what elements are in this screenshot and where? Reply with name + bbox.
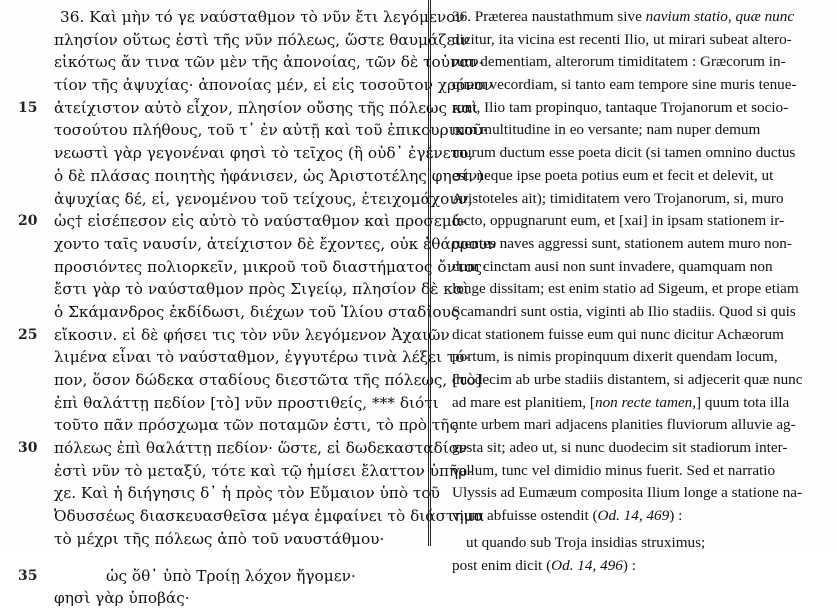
latin-line-tail: ) : [669, 507, 683, 525]
greek-text-line [0, 392, 439, 415]
greek-text-line [0, 505, 484, 528]
greek-line-text: προσιόντες πολιορκεῖν, μικροῦ τοῦ διαστήματος ὄντος· [54, 257, 487, 276]
greek-text-line [0, 188, 473, 211]
latin-text-line [434, 460, 836, 483]
latin-line-tail: ) : [622, 556, 636, 574]
italic-phrase: non recte tamen, [594, 393, 697, 411]
greek-line-text: εἰκότως ἄν τινα τῶν μὲν τῆς ἀπονοίας, τῶν δὲ τοὐναν- [54, 53, 485, 72]
greek-text-line [0, 414, 459, 437]
greek-line-text: ἐστὶ νῦν τὸ μεταξύ, τότε καὶ τῷ ἡμίσει ἔλαττον ὑπῆρ- [54, 461, 473, 480]
latin-text-line [434, 278, 836, 301]
greek-line-text: νεωστὶ γὰρ γεγονέναι φησὶ τὸ τεῖχος (ἢ οὐδ᾽ ἐγένετο, [54, 144, 474, 163]
latin-line-tail: ] quum tota illa [696, 393, 790, 411]
greek-text-line [0, 51, 485, 74]
greek-text-line [0, 587, 424, 610]
line-number: 20 [18, 213, 38, 230]
greek-text-line [0, 437, 468, 460]
greek-text-line [0, 565, 424, 588]
greek-line-text: ὡς† εἰσέπεσον εἰς αὐτὸ τὸ ναύσταθμον καὶ προσεμά- [54, 212, 468, 231]
greek-line-text: ἀτείχιστον αὐτὸ εἶχον, πλησίον οὔσης τῆς πόλεως καὶ [54, 98, 478, 117]
greek-line-text: εἴκοσιν. εἰ δὲ φήσει τις τὸν νῦν λεγόμενον Ἀχαιῶν [54, 325, 450, 344]
greek-text-line [0, 74, 494, 97]
greek-line-text: τοσούτου πλήθους, τοῦ τ᾽ ἐν αὐτῇ καὶ τοῦ ἐπικουρικοῦ· [54, 121, 488, 140]
latin-line-text: facto, oppugnarunt eum, et [xai] in ipsam stationem ir- [452, 212, 785, 230]
latin-text-line [434, 51, 836, 74]
latin-line-text: Ulyssis ad Eumæum composita Ilium longe a statione na- [452, 484, 803, 502]
greek-text-line [0, 6, 465, 29]
greek-text-column [0, 6, 497, 610]
latin-verse-text: post enim dicit ( [452, 556, 552, 574]
latin-text-line [434, 505, 836, 528]
latin-line-text: portum, is nimis propinquum dixerit quendam locum, [452, 348, 778, 366]
latin-line-text: murum ductum esse poeta dicit (si tamen omnino ductus [452, 144, 796, 162]
line-number: 30 [18, 440, 38, 457]
latin-text-line [434, 188, 836, 211]
latin-line-text: est, neque ipse poeta potius eum et fecit et delevit, ut [452, 166, 774, 184]
greek-line-text: τοῦτο πᾶν πρόσχωμα τῶν ποταμῶν ἐστι, τὸ πρὸ τῆς [54, 416, 459, 435]
greek-line-text: χοντο ταῖς ναυσίν, ἀτείχιστον δὲ ἔχοντες, οὐκ ἐθάρρουν [54, 234, 497, 253]
latin-verse-text: ut quando sub Troja insidias struximus; [466, 533, 706, 551]
greek-line-text: πλησίον οὕτως ἐστὶ τῆς νῦν πόλεως, ὥστε θαυμάζειν [54, 30, 470, 49]
line-number: 15 [18, 99, 38, 116]
greek-text-line [0, 256, 487, 279]
greek-line-text: ἀψυχίας δέ, εἰ, γενομένου τοῦ τείχους, ἐτειχομάχουν, [54, 189, 473, 208]
latin-line-text: vium abfuisse ostendit ( [452, 507, 598, 525]
latin-text-line [434, 301, 836, 324]
greek-line-text: πον, ὅσον δώδεκα σταδίους διεστῶτα τῆς πόλεως, [τὸ] [54, 371, 482, 389]
latin-line-text: duodecim ab urbe stadiis distantem, si adjecerit quæ nunc [452, 371, 803, 388]
latin-text-line [434, 324, 836, 347]
greek-line-text: τὸ μέχρι τῆς πόλεως ἀπὸ τοῦ ναυστάθμου· [54, 529, 385, 548]
latin-text-line [434, 6, 836, 29]
latin-text-line [434, 346, 836, 369]
latin-text-line [434, 29, 836, 52]
latin-line-text: Aristoteles ait); timiditatem vero Trojanorum, si, muro [452, 189, 784, 207]
greek-text-line [0, 528, 424, 551]
latin-line-text: ruentes naves aggressi sunt, stationem autem muro non- [452, 234, 792, 252]
latin-text-line [434, 165, 836, 188]
greek-text-line [0, 29, 470, 52]
latin-text-line [434, 437, 836, 460]
latin-line-text: 36. Præterea naustathmum sive [452, 8, 646, 25]
greek-line-text: φησὶ γὰρ ὑποβάς· [54, 589, 190, 608]
latin-text-line [434, 482, 836, 505]
line-number: 35 [18, 567, 38, 584]
latin-text-line [434, 369, 836, 392]
latin-line-text: ante urbem mari adjacens planities fluviorum alluvie ag- [452, 416, 796, 434]
greek-text-line [0, 346, 470, 369]
latin-text-line [434, 142, 836, 165]
greek-text-line [0, 119, 488, 142]
latin-text-line [434, 256, 836, 279]
latin-verse-line [434, 532, 836, 555]
italic-phrase: navium statio, quæ nunc [645, 8, 795, 25]
greek-line-text: ἐπὶ θαλάττῃ πεδίον [τὸ] νῦν προστιθείς, *** διότι [54, 393, 439, 412]
greek-line-text: χε. Καὶ ἡ διήγησις δ᾽ ἡ πρὸς τὸν Εὔμαιον ὑπὸ τοῦ [54, 484, 440, 503]
latin-line-text: rum multitudine in eo versante; nam nuper demum [452, 121, 761, 139]
greek-line-text: ἔστι γὰρ τὸ ναύσταθμον πρὸς Σιγείῳ, πλησίον δὲ καὶ [54, 280, 470, 299]
latin-line-text: runt, Ilio tam propinquo, tantaque Trojanorum et socio- [452, 98, 789, 116]
latin-text-line [434, 74, 836, 97]
greek-text-line [0, 278, 470, 301]
greek-line-text: τίον τῆς ἀψυχίας· ἀπονοίας μέν, εἰ εἰς τοσοῦτον χρόνον [54, 76, 494, 95]
latin-line-text: dum cinctam ausi non sunt invadere, quamquam non [452, 257, 773, 275]
verse-spacer [0, 551, 424, 565]
latin-text-line [434, 97, 836, 120]
latin-verse-line [434, 555, 836, 578]
greek-line-text: Ὀδυσσέως διασκευασθεῖσα μέγα ἐμφαίνει τὸ διάστημα [54, 507, 484, 526]
greek-text-line [0, 301, 460, 324]
latin-line-text: rum dementiam, alterorum timiditatem : Græcorum in- [452, 53, 786, 71]
latin-text-line [434, 119, 836, 142]
latin-line-text: dicat stationem fuisse eum qui nunc dicitur Achæorum [452, 325, 784, 343]
citation: Od. 14, 469 [597, 507, 670, 525]
latin-line-text: dicitur, ita vicina est recenti Ilio, ut mirari subeat altero- [452, 30, 792, 48]
greek-text-line [0, 369, 482, 392]
greek-text-line [0, 460, 473, 483]
greek-line-text: λιμένα εἶναι τὸ ναύσταθμον, ἐγγυτέρω τινὰ λέξει τό- [54, 348, 470, 367]
latin-text-line [434, 414, 836, 437]
greek-text-line [0, 165, 489, 188]
latin-line-text: gesta sit; adeo ut, si nunc duodecim sit stadiorum inter- [452, 439, 788, 457]
greek-text-line [0, 97, 478, 120]
greek-line-text: ὡς ὅθ᾽ ὑπὸ Τροίῃ λόχον ἤγομεν· [106, 566, 356, 585]
latin-line-text: longe dissitam; est enim statio ad Sigeum, et prope etiam [452, 280, 799, 298]
greek-line-text: ὁ Σκάμανδρος ἐκδίδωσι, διέχων τοῦ Ἰλίου σταδίους [54, 302, 460, 321]
greek-line-text: 36. Καὶ μὴν τό γε ναύσταθμον τὸ νῦν ἔτι λεγόμενον [60, 8, 465, 26]
line-number: 25 [18, 326, 38, 343]
column-divider [428, 0, 431, 546]
greek-text-line [0, 210, 468, 233]
greek-line-text: πόλεως ἐπὶ θαλάττῃ πεδίον· ὥστε, εἰ δωδεκασταδίον [54, 439, 468, 458]
latin-text-line [434, 392, 836, 415]
greek-text-line [0, 324, 450, 347]
greek-text-line [0, 482, 440, 505]
latin-text-line [434, 210, 836, 233]
latin-line-text: Scamandri sunt ostia, viginti ab Ilio stadiis. Quod si quis [452, 302, 796, 320]
latin-line-text: ad mare est planitiem, [ [452, 393, 595, 411]
latin-translation-column [434, 6, 836, 577]
latin-text-line [434, 233, 836, 256]
citation: Od. 14, 496 [551, 556, 623, 574]
greek-text-line [0, 233, 497, 256]
latin-line-text: quam vecordiam, si tanto eam tempore sine muris tenue- [452, 76, 797, 94]
greek-line-text: ὁ δὲ πλάσας ποιητὴς ἠφάνισεν, ὡς Ἀριστοτέλης φησίν)· [54, 166, 489, 185]
latin-line-text: vallum, tunc vel dimidio minus fuerit. Sed et narratio [452, 461, 776, 479]
greek-text-line [0, 142, 474, 165]
